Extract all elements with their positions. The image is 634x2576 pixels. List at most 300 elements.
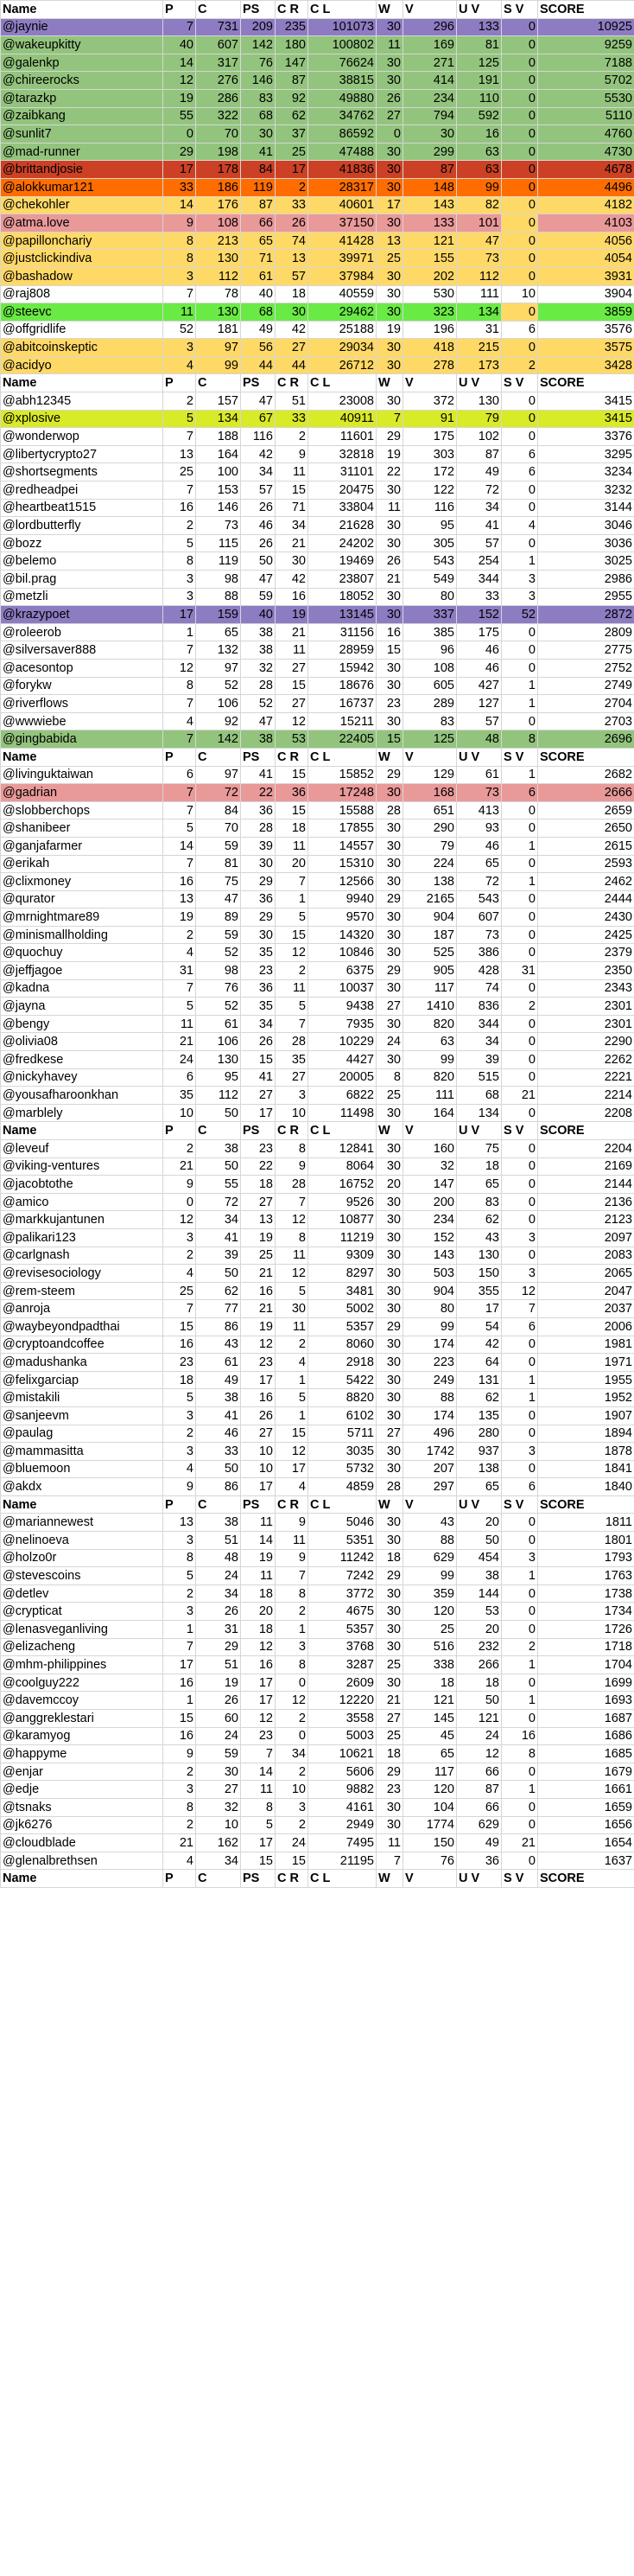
cell-sv: 0: [502, 1621, 538, 1639]
user-name: @anroja: [1, 1300, 163, 1318]
user-name: @lenasveganliving: [1, 1621, 163, 1639]
column-header-c: C: [196, 1, 241, 19]
cell-w: 30: [377, 1371, 403, 1389]
cell-sv: 0: [502, 428, 538, 446]
cell-cr: 3: [276, 1638, 308, 1656]
cell-score: 2214: [538, 1087, 634, 1105]
cell-uv: 111: [457, 285, 502, 303]
cell-sv: 0: [502, 1425, 538, 1443]
cell-cl: 9940: [308, 890, 377, 909]
cell-v: 129: [403, 766, 457, 784]
cell-ps: 26: [241, 534, 276, 552]
cell-cr: 34: [276, 1745, 308, 1763]
cell-sv: 0: [502, 1140, 538, 1158]
cell-score: 4056: [538, 232, 634, 250]
column-header-c: C: [196, 1122, 241, 1140]
cell-v: 278: [403, 356, 457, 374]
cell-c: 73: [196, 517, 241, 535]
cell-c: 153: [196, 481, 241, 500]
cell-cr: 147: [276, 54, 308, 72]
user-name: @detlev: [1, 1584, 163, 1603]
table-row: [1, 428, 634, 446]
cell-cr: 30: [276, 303, 308, 322]
cell-c: 46: [196, 1425, 241, 1443]
cell-uv: 74: [457, 979, 502, 998]
cell-c: 322: [196, 107, 241, 125]
cell-cl: 34762: [308, 107, 377, 125]
table-row: [1, 1514, 634, 1532]
cell-score: 2703: [538, 712, 634, 730]
cell-score: 1952: [538, 1389, 634, 1407]
cell-v: 496: [403, 1425, 457, 1443]
cell-p: 3: [163, 571, 196, 589]
cell-cl: 8820: [308, 1389, 377, 1407]
cell-c: 112: [196, 267, 241, 285]
cell-score: 2097: [538, 1228, 634, 1247]
cell-cl: 6102: [308, 1406, 377, 1425]
cell-v: 160: [403, 1140, 457, 1158]
cell-cr: 5: [276, 1389, 308, 1407]
cell-p: 55: [163, 107, 196, 125]
cell-cr: 7: [276, 873, 308, 891]
column-header-name: Name: [1, 1870, 163, 1888]
user-name: @anggreklestari: [1, 1710, 163, 1728]
cell-c: 52: [196, 677, 241, 695]
user-name: @abh12345: [1, 392, 163, 411]
cell-c: 89: [196, 909, 241, 927]
cell-c: 97: [196, 766, 241, 784]
cell-w: 30: [377, 909, 403, 927]
header-row: [1, 748, 634, 766]
cell-c: 181: [196, 321, 241, 339]
cell-v: 117: [403, 1763, 457, 1781]
cell-w: 30: [377, 1603, 403, 1621]
cell-sv: 1: [502, 677, 538, 695]
cell-sv: 12: [502, 1282, 538, 1300]
cell-w: 18: [377, 1549, 403, 1567]
user-name: @viking-ventures: [1, 1157, 163, 1176]
cell-uv: 38: [457, 1567, 502, 1585]
cell-v: 125: [403, 730, 457, 749]
cell-c: 159: [196, 606, 241, 624]
cell-cr: 34: [276, 517, 308, 535]
user-name: @heartbeat1515: [1, 499, 163, 517]
cell-p: 0: [163, 125, 196, 143]
user-name: @clixmoney: [1, 873, 163, 891]
cell-v: 145: [403, 1710, 457, 1728]
cell-v: 116: [403, 499, 457, 517]
cell-cr: 15: [276, 1425, 308, 1443]
cell-w: 24: [377, 1033, 403, 1051]
cell-c: 41: [196, 1228, 241, 1247]
cell-w: 11: [377, 36, 403, 54]
cell-cl: 4161: [308, 1798, 377, 1816]
table-row: [1, 89, 634, 107]
cell-sv: 0: [502, 659, 538, 677]
cell-ps: 17: [241, 1674, 276, 1692]
table-row: [1, 1567, 634, 1585]
cell-cr: 13: [276, 250, 308, 268]
cell-p: 9: [163, 214, 196, 233]
cell-sv: 1: [502, 1692, 538, 1710]
cell-uv: 63: [457, 161, 502, 179]
cell-cl: 3558: [308, 1710, 377, 1728]
user-name: @bengy: [1, 1015, 163, 1033]
user-name: @gadrian: [1, 784, 163, 802]
cell-v: 794: [403, 107, 457, 125]
cell-uv: 54: [457, 1317, 502, 1336]
cell-score: 2696: [538, 730, 634, 749]
table-row: [1, 392, 634, 411]
cell-p: 2: [163, 1140, 196, 1158]
cell-cr: 5: [276, 1282, 308, 1300]
cell-p: 40: [163, 36, 196, 54]
cell-cr: 1: [276, 1371, 308, 1389]
cell-w: 30: [377, 1051, 403, 1069]
cell-sv: 0: [502, 161, 538, 179]
cell-sv: 0: [502, 250, 538, 268]
cell-cl: 9526: [308, 1193, 377, 1211]
cell-cl: 39971: [308, 250, 377, 268]
cell-cl: 9438: [308, 998, 377, 1016]
table-row: [1, 641, 634, 660]
cell-w: 30: [377, 72, 403, 90]
user-name: @glenalbrethsen: [1, 1852, 163, 1870]
cell-cr: 15: [276, 766, 308, 784]
cell-cr: 0: [276, 1674, 308, 1692]
user-name: @acidyo: [1, 356, 163, 374]
cell-cl: 10846: [308, 944, 377, 962]
cell-v: 359: [403, 1584, 457, 1603]
cell-cr: 28: [276, 1176, 308, 1194]
cell-ps: 23: [241, 1354, 276, 1372]
cell-w: 18: [377, 1745, 403, 1763]
cell-uv: 42: [457, 1336, 502, 1354]
cell-p: 5: [163, 534, 196, 552]
cell-sv: 0: [502, 641, 538, 660]
cell-score: 1907: [538, 1406, 634, 1425]
cell-ps: 36: [241, 890, 276, 909]
cell-sv: 0: [502, 1816, 538, 1834]
user-name: @cryptoandcoffee: [1, 1336, 163, 1354]
cell-p: 19: [163, 909, 196, 927]
cell-sv: 3: [502, 1228, 538, 1247]
cell-p: 35: [163, 1087, 196, 1105]
cell-score: 1840: [538, 1478, 634, 1496]
table-row: [1, 695, 634, 713]
cell-sv: 0: [502, 410, 538, 428]
cell-w: 30: [377, 1389, 403, 1407]
column-header-cl: C L: [308, 1, 377, 19]
cell-c: 38: [196, 1140, 241, 1158]
cell-cl: 19469: [308, 552, 377, 571]
cell-cr: 1: [276, 890, 308, 909]
column-header-p: P: [163, 1, 196, 19]
cell-v: 2165: [403, 890, 457, 909]
cell-w: 21: [377, 1692, 403, 1710]
cell-uv: 175: [457, 623, 502, 641]
cell-w: 30: [377, 1104, 403, 1122]
cell-sv: 7: [502, 1300, 538, 1318]
column-header-w: W: [377, 1495, 403, 1514]
cell-uv: 82: [457, 196, 502, 214]
cell-uv: 150: [457, 1265, 502, 1283]
cell-sv: 0: [502, 1584, 538, 1603]
cell-v: 543: [403, 552, 457, 571]
cell-sv: 1: [502, 1567, 538, 1585]
cell-w: 30: [377, 944, 403, 962]
cell-v: 164: [403, 1104, 457, 1122]
cell-c: 62: [196, 1282, 241, 1300]
cell-c: 178: [196, 161, 241, 179]
cell-ps: 41: [241, 143, 276, 161]
cell-p: 6: [163, 766, 196, 784]
cell-w: 17: [377, 196, 403, 214]
cell-c: 65: [196, 623, 241, 641]
cell-score: 1654: [538, 1834, 634, 1852]
cell-ps: 68: [241, 107, 276, 125]
cell-w: 30: [377, 1336, 403, 1354]
cell-p: 12: [163, 1211, 196, 1229]
cell-ps: 14: [241, 1763, 276, 1781]
cell-ps: 12: [241, 1336, 276, 1354]
cell-ps: 17: [241, 1371, 276, 1389]
cell-cl: 7935: [308, 1015, 377, 1033]
cell-score: 2444: [538, 890, 634, 909]
cell-v: 299: [403, 143, 457, 161]
table-row: [1, 571, 634, 589]
cell-uv: 66: [457, 1763, 502, 1781]
cell-ps: 7: [241, 1745, 276, 1763]
table-row: [1, 712, 634, 730]
cell-p: 3: [163, 1781, 196, 1799]
cell-uv: 83: [457, 1193, 502, 1211]
cell-uv: 17: [457, 1300, 502, 1318]
cell-w: 21: [377, 571, 403, 589]
cell-v: 169: [403, 36, 457, 54]
cell-cl: 5732: [308, 1460, 377, 1478]
cell-c: 95: [196, 1068, 241, 1087]
user-name: @mrnightmare89: [1, 909, 163, 927]
cell-w: 25: [377, 1727, 403, 1745]
cell-ps: 19: [241, 1549, 276, 1567]
table-row: [1, 1621, 634, 1639]
cell-score: 1955: [538, 1371, 634, 1389]
table-row: [1, 873, 634, 891]
cell-c: 97: [196, 339, 241, 357]
cell-ps: 35: [241, 944, 276, 962]
cell-c: 61: [196, 1015, 241, 1033]
table-row: [1, 1371, 634, 1389]
user-name: @madushanka: [1, 1354, 163, 1372]
cell-w: 25: [377, 250, 403, 268]
user-name: @belemo: [1, 552, 163, 571]
cell-cl: 23807: [308, 571, 377, 589]
cell-p: 3: [163, 1406, 196, 1425]
user-name: @slobberchops: [1, 801, 163, 819]
cell-score: 2343: [538, 979, 634, 998]
cell-sv: 0: [502, 1798, 538, 1816]
user-name: @redheadpei: [1, 481, 163, 500]
cell-sv: 0: [502, 89, 538, 107]
cell-c: 51: [196, 1656, 241, 1674]
cell-score: 3234: [538, 463, 634, 481]
cell-uv: 46: [457, 837, 502, 855]
cell-cl: 6375: [308, 962, 377, 980]
cell-cr: 17: [276, 161, 308, 179]
cell-c: 115: [196, 534, 241, 552]
cell-score: 2136: [538, 1193, 634, 1211]
cell-score: 2350: [538, 962, 634, 980]
cell-uv: 112: [457, 267, 502, 285]
cell-cr: 12: [276, 1211, 308, 1229]
table-row: [1, 499, 634, 517]
cell-p: 2: [163, 517, 196, 535]
cell-uv: 33: [457, 588, 502, 606]
header-row: [1, 1122, 634, 1140]
cell-ps: 11: [241, 1567, 276, 1585]
table-row: [1, 267, 634, 285]
column-header-score: SCORE: [538, 1, 634, 19]
cell-cr: 74: [276, 232, 308, 250]
cell-p: 16: [163, 873, 196, 891]
column-header-v: V: [403, 374, 457, 392]
cell-cr: 3: [276, 1798, 308, 1816]
table-row: [1, 1852, 634, 1870]
cell-p: 25: [163, 463, 196, 481]
cell-c: 106: [196, 695, 241, 713]
cell-uv: 20: [457, 1514, 502, 1532]
user-name: @galenkp: [1, 54, 163, 72]
cell-p: 21: [163, 1157, 196, 1176]
cell-v: 45: [403, 1727, 457, 1745]
column-header-ps: PS: [241, 1495, 276, 1514]
cell-v: 121: [403, 232, 457, 250]
cell-p: 16: [163, 499, 196, 517]
cell-v: 200: [403, 1193, 457, 1211]
cell-w: 11: [377, 1834, 403, 1852]
cell-score: 1763: [538, 1567, 634, 1585]
cell-sv: 0: [502, 72, 538, 90]
cell-sv: 0: [502, 232, 538, 250]
cell-uv: 87: [457, 445, 502, 463]
user-name: @felixgarciap: [1, 1371, 163, 1389]
cell-sv: 4: [502, 517, 538, 535]
cell-v: 121: [403, 1692, 457, 1710]
cell-sv: 0: [502, 107, 538, 125]
cell-cl: 86592: [308, 125, 377, 143]
cell-sv: 0: [502, 178, 538, 196]
cell-score: 2208: [538, 1104, 634, 1122]
cell-uv: 61: [457, 766, 502, 784]
cell-cl: 20475: [308, 481, 377, 500]
cell-cr: 9: [276, 1514, 308, 1532]
cell-w: 30: [377, 1140, 403, 1158]
cell-ps: 19: [241, 1228, 276, 1247]
cell-c: 30: [196, 1763, 241, 1781]
table-row: [1, 339, 634, 357]
user-name: @tsnaks: [1, 1798, 163, 1816]
cell-ps: 87: [241, 196, 276, 214]
user-name: @elizacheng: [1, 1638, 163, 1656]
cell-cl: 8297: [308, 1265, 377, 1283]
cell-ps: 119: [241, 178, 276, 196]
cell-v: 91: [403, 410, 457, 428]
cell-ps: 22: [241, 784, 276, 802]
cell-c: 317: [196, 54, 241, 72]
cell-cl: 32818: [308, 445, 377, 463]
cell-ps: 15: [241, 1852, 276, 1870]
cell-cr: 10: [276, 1781, 308, 1799]
cell-score: 2262: [538, 1051, 634, 1069]
cell-c: 162: [196, 1834, 241, 1852]
user-name: @steevc: [1, 303, 163, 322]
cell-w: 20: [377, 1176, 403, 1194]
cell-ps: 23: [241, 1140, 276, 1158]
cell-w: 30: [377, 677, 403, 695]
cell-v: 138: [403, 873, 457, 891]
cell-c: 98: [196, 962, 241, 980]
cell-cl: 17855: [308, 819, 377, 838]
cell-uv: 72: [457, 873, 502, 891]
cell-score: 3904: [538, 285, 634, 303]
cell-v: 172: [403, 463, 457, 481]
cell-cl: 10037: [308, 979, 377, 998]
user-name: @coolguy222: [1, 1674, 163, 1692]
cell-sv: 8: [502, 1745, 538, 1763]
cell-ps: 19: [241, 1317, 276, 1336]
cell-cl: 5351: [308, 1532, 377, 1550]
cell-v: 32: [403, 1157, 457, 1176]
cell-p: 5: [163, 819, 196, 838]
cell-w: 30: [377, 873, 403, 891]
column-header-name: Name: [1, 1122, 163, 1140]
cell-ps: 23: [241, 962, 276, 980]
cell-uv: 49: [457, 1834, 502, 1852]
cell-cl: 6822: [308, 1087, 377, 1105]
cell-ps: 17: [241, 1478, 276, 1496]
table-row: [1, 1389, 634, 1407]
cell-c: 61: [196, 1354, 241, 1372]
cell-uv: 75: [457, 1140, 502, 1158]
cell-w: 11: [377, 499, 403, 517]
cell-v: 234: [403, 1211, 457, 1229]
cell-p: 8: [163, 1798, 196, 1816]
cell-w: 30: [377, 1514, 403, 1532]
cell-sv: 0: [502, 143, 538, 161]
cell-score: 3415: [538, 410, 634, 428]
cell-w: 16: [377, 623, 403, 641]
cell-uv: 344: [457, 571, 502, 589]
table-row: [1, 1638, 634, 1656]
cell-v: 503: [403, 1265, 457, 1283]
cell-p: 2: [163, 1763, 196, 1781]
column-header-cr: C R: [276, 1495, 308, 1514]
cell-sv: 1: [502, 1389, 538, 1407]
cell-cr: 33: [276, 410, 308, 428]
cell-cr: 1: [276, 1621, 308, 1639]
cell-cr: 62: [276, 107, 308, 125]
column-header-w: W: [377, 1, 403, 19]
cell-cr: 11: [276, 837, 308, 855]
cell-uv: 138: [457, 1460, 502, 1478]
cell-cl: 17248: [308, 784, 377, 802]
cell-uv: 937: [457, 1443, 502, 1461]
column-header-cl: C L: [308, 374, 377, 392]
cell-score: 2872: [538, 606, 634, 624]
cell-p: 19: [163, 89, 196, 107]
cell-score: 10925: [538, 18, 634, 36]
